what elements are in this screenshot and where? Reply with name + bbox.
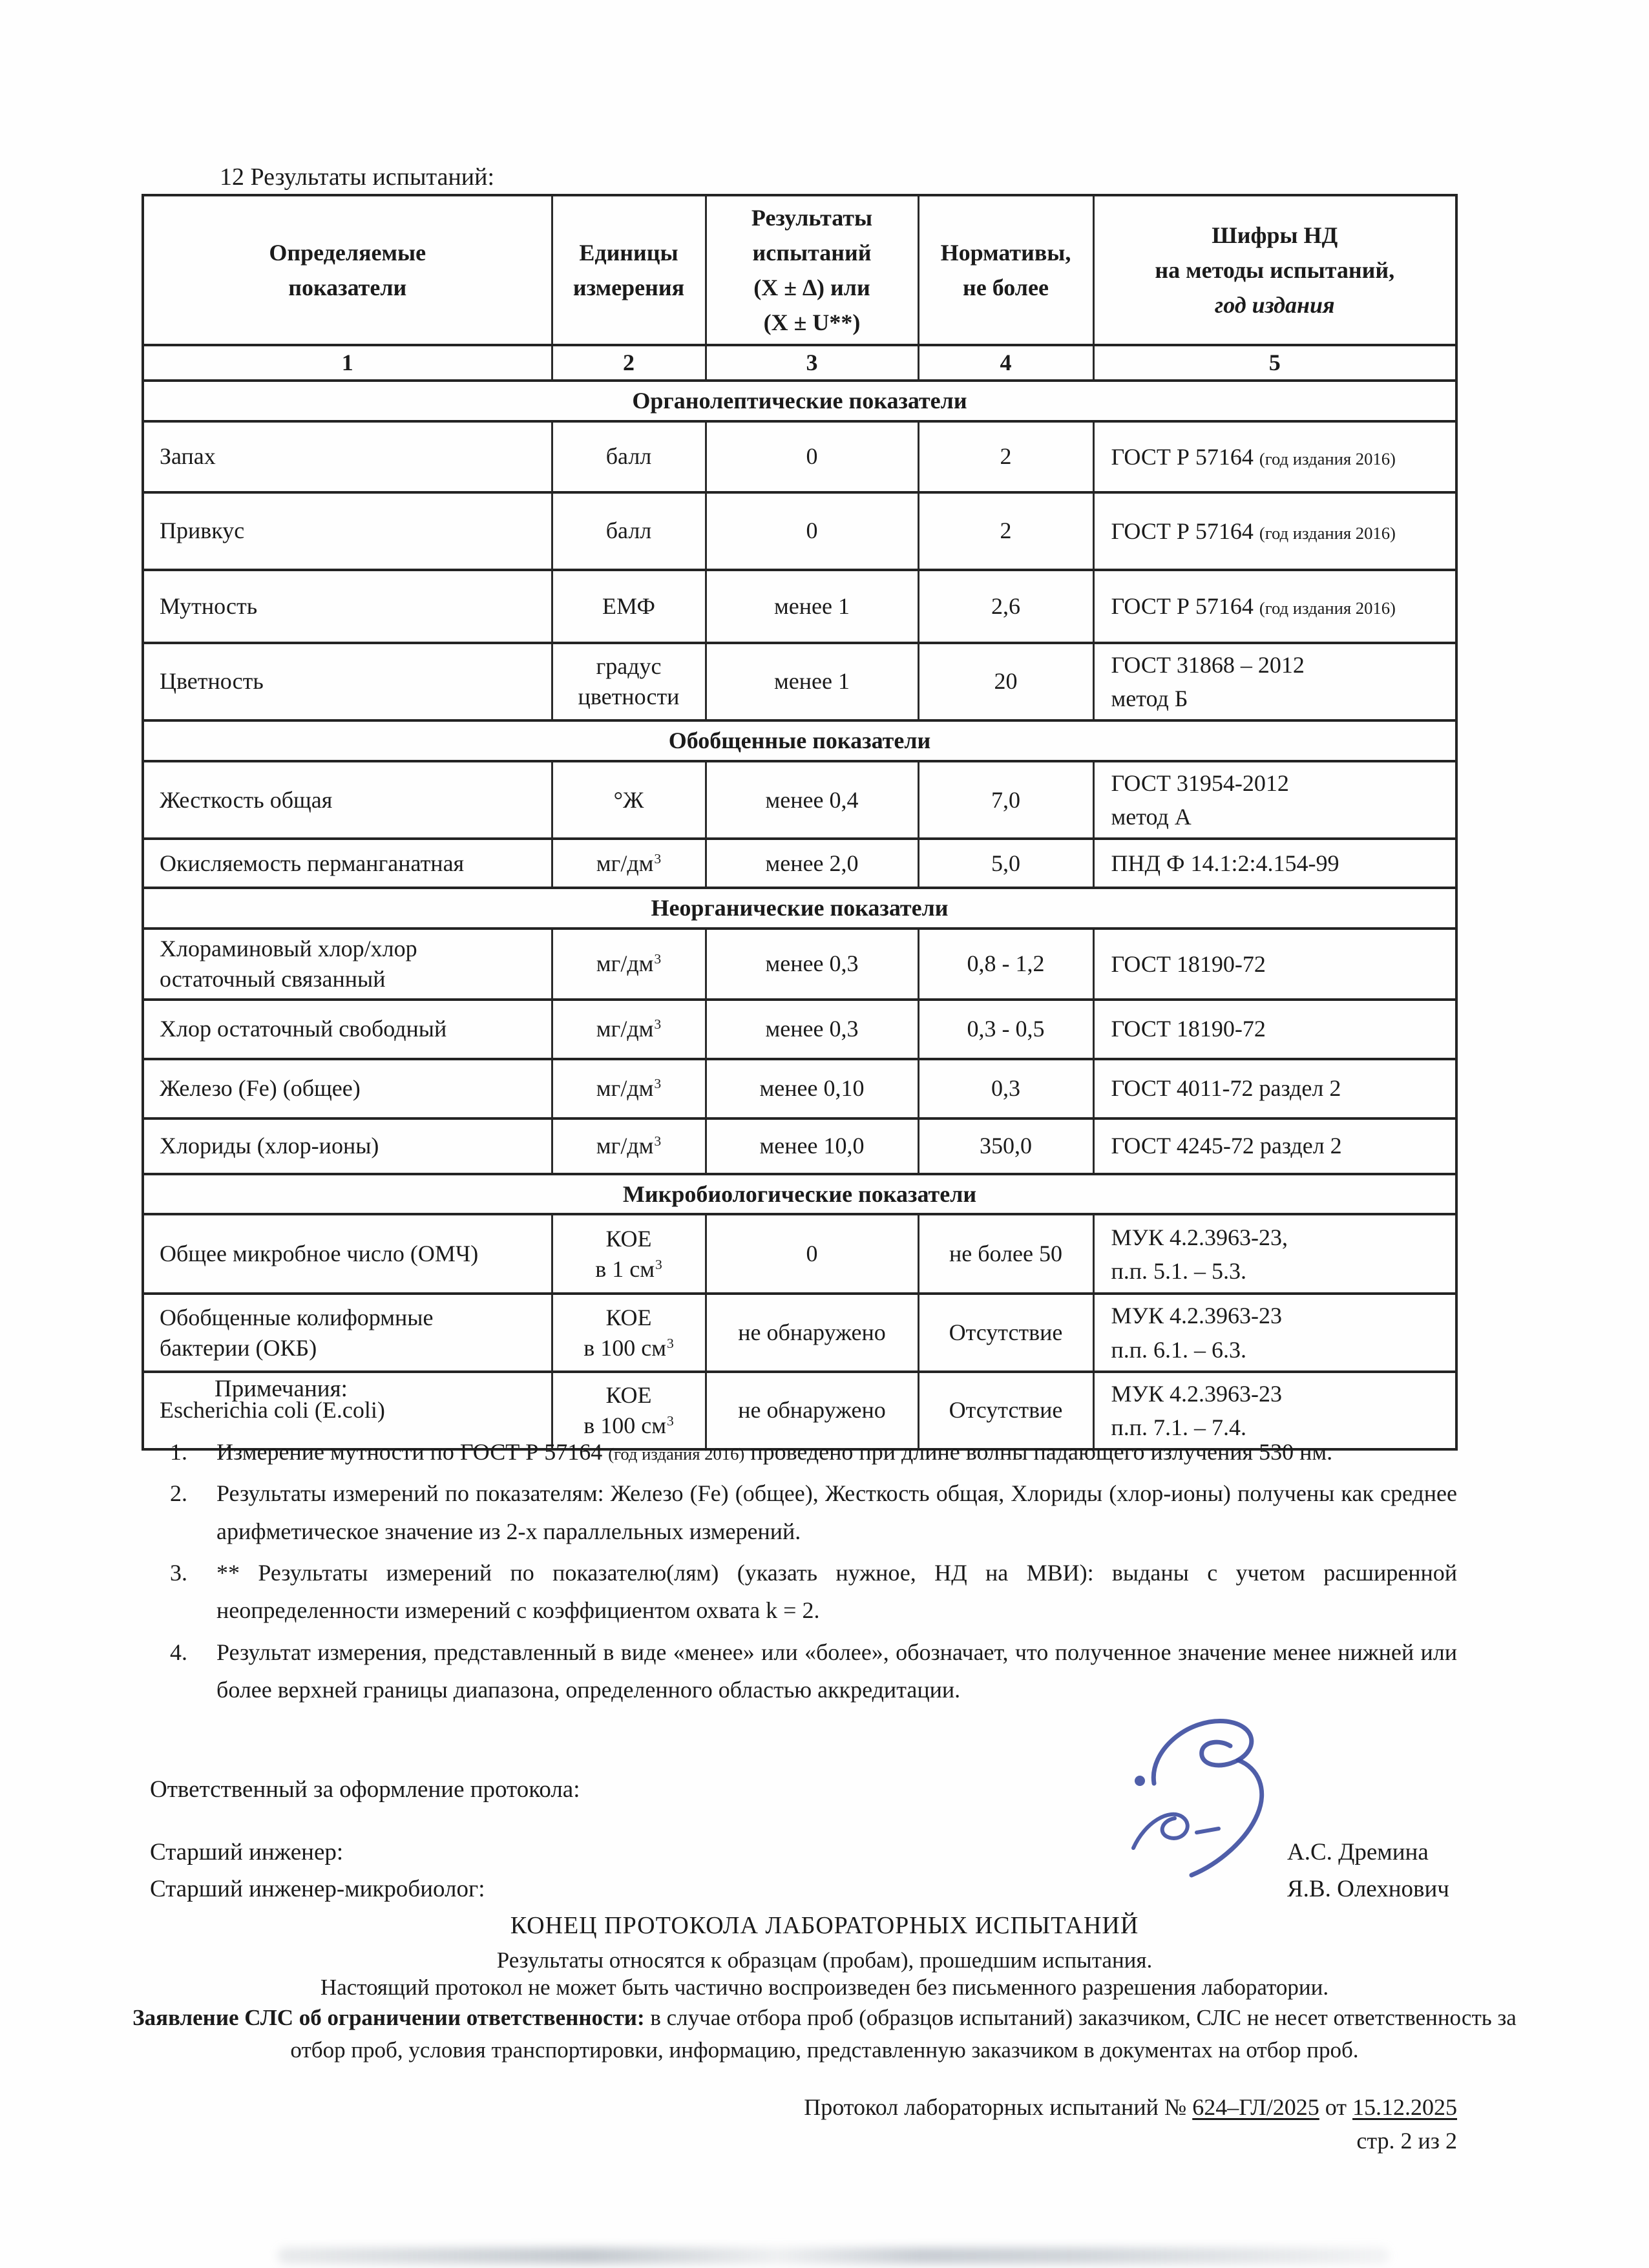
unit-cell: $мг/дм^3$	[552, 1118, 706, 1174]
column-number: 5	[1093, 345, 1456, 381]
table-row	[143, 1000, 1456, 1059]
unit-cell: ЕМФ	[552, 570, 706, 643]
parameter-cell: Мутность	[143, 570, 552, 643]
result-cell: 0	[706, 421, 918, 492]
parameter-cell: Запах	[143, 421, 552, 492]
norm-cell: Отсутствие	[918, 1372, 1093, 1449]
method-cell: ГОСТ Р 57164 (год издания 2016)	[1093, 492, 1456, 570]
signer-names	[1287, 1834, 1449, 1908]
norm-cell: 0,3 - 0,5	[918, 1000, 1093, 1059]
notes-list	[170, 1433, 1457, 1712]
unit-cell: $мг/дм^3$	[552, 929, 706, 1000]
handwritten-signature	[1129, 1706, 1285, 1893]
liability-disclaimer: Заявление СЛС об ограничении ответственности: в случае отбора проб (образцов испытаний) заказчиком, СЛС не несет ответственность за отбор проб, условия транспортировки, информацию, представленную заказчиком в документах на отбор проб.	[132, 2005, 1517, 2063]
norm-cell: 350,0	[918, 1118, 1093, 1174]
method-cell: ГОСТ 31868 – 2012 метод Б	[1093, 643, 1456, 720]
norm-cell: 2,6	[918, 570, 1093, 643]
table-section-row	[143, 1174, 1456, 1215]
result-cell: менее 2,0	[706, 839, 918, 888]
norm-cell: 0,3	[918, 1059, 1093, 1118]
table-body	[143, 381, 1456, 1449]
parameter-cell: Хлор остаточный свободный	[143, 1000, 552, 1059]
method-cell: ГОСТ 4011-72 раздел 2	[1093, 1059, 1456, 1118]
column-number-row	[143, 345, 1456, 381]
parameter-cell: Цветность	[143, 643, 552, 720]
section-title: Микробиологические показатели	[143, 1174, 1456, 1215]
footer-results-note: Результаты относятся к образцам (пробам), прошедшим испытания.	[496, 1948, 1153, 1973]
table-section-row	[143, 888, 1456, 929]
table-row	[143, 1059, 1456, 1118]
note-item	[170, 1554, 1457, 1630]
table-row	[143, 839, 1456, 888]
unit-cell: КОЕ в 100 $см^3$	[552, 1372, 706, 1449]
parameter-cell: Жесткость общая	[143, 761, 552, 839]
result-cell: не обнаружено	[706, 1372, 918, 1449]
note-number: 3.	[170, 1559, 187, 1586]
parameter-cell: Escherichia coli (E.coli)	[143, 1372, 552, 1449]
parameter-cell: Обобщенные колиформные бактерии (ОКБ)	[143, 1294, 552, 1371]
unit-cell: балл	[552, 421, 706, 492]
responsible-line: Ответственный за оформление протокола:	[150, 1776, 580, 1803]
result-cell: 0	[706, 492, 918, 570]
header-cell-results: Результаты испытаний (X ± ∆) или (X ± U**)	[706, 195, 918, 345]
unit-cell: КОЕ в 100 $см^3$	[552, 1294, 706, 1371]
scan-artifact-smudge	[278, 2247, 1389, 2264]
column-number: 2	[552, 345, 706, 381]
signer-role-engineer: Старший инженер:	[150, 1839, 344, 1865]
note-text: ** Результаты измерений по показателю(лям) (указать нужное, НД на МВИ): выданы с учетом расширенной неопределенности измерений с коэффициентом охвата k = 2.	[216, 1559, 1457, 1624]
note-text: Результаты измерений по показателям: Железо (Fe) (общее), Жесткость общая, Хлориды (хлор-ионы) получены как среднее арифметическое значение из 2-х параллельных измерений.	[216, 1480, 1457, 1544]
signer-role-microbiologist: Старший инженер-микробиолог:	[150, 1876, 485, 1903]
parameter-cell: Общее микробное число (ОМЧ)	[143, 1214, 552, 1294]
result-cell: менее 10,0	[706, 1118, 918, 1174]
result-cell: не обнаружено	[706, 1294, 918, 1371]
result-cell: менее 0,3	[706, 929, 918, 1000]
table-row	[143, 643, 1456, 720]
note-text: Результат измерения, представленный в виде «менее» или «более», обозначает, что полученное значение менее нижней или более верхней границы диапазона, определенного областью аккредитации.	[216, 1639, 1457, 1703]
header-cell-units: Единицы измерения	[552, 195, 706, 345]
table-row	[143, 1118, 1456, 1174]
table-row	[143, 761, 1456, 839]
protocol-number-line: Протокол лабораторных испытаний № 624–ГЛ/2025 от 15.12.2025	[804, 2094, 1457, 2120]
table-header	[143, 195, 1456, 381]
method-cell: ГОСТ 4245-72 раздел 2	[1093, 1118, 1456, 1174]
section-title: Обобщенные показатели	[143, 720, 1456, 761]
result-cell: менее 1	[706, 570, 918, 643]
table-section-row	[143, 381, 1456, 421]
column-number: 4	[918, 345, 1093, 381]
column-number: 3	[706, 345, 918, 381]
method-cell: ГОСТ 18190-72	[1093, 1000, 1456, 1059]
table-row	[143, 492, 1456, 570]
header-cell-norms: Нормативы, не более	[918, 195, 1093, 345]
unit-cell: градус цветности	[552, 643, 706, 720]
note-item	[170, 1475, 1457, 1550]
result-cell: менее 0,4	[706, 761, 918, 839]
signer-name-dremina: А.С. Дремина	[1287, 1839, 1429, 1865]
method-cell: ГОСТ 31954-2012 метод А	[1093, 761, 1456, 839]
norm-cell: Отсутствие	[918, 1294, 1093, 1371]
note-text: Измерение мутности по ГОСТ Р 57164 (год издания 2016) проведено при длине волны падающего излучения 530 нм.	[216, 1439, 1333, 1465]
parameter-cell: Хлориды (хлор-ионы)	[143, 1118, 552, 1174]
parameter-cell: Железо (Fe) (общее)	[143, 1059, 552, 1118]
result-cell: менее 0,10	[706, 1059, 918, 1118]
header-cell-method-codes: Шифры НД на методы испытаний, год издания	[1093, 195, 1456, 345]
norm-cell: 7,0	[918, 761, 1093, 839]
end-of-protocol-line: КОНЕЦ ПРОТОКОЛА ЛАБОРАТОРНЫХ ИСПЫТАНИЙ	[510, 1912, 1139, 1939]
method-cell: ГОСТ 18190-72	[1093, 929, 1456, 1000]
unit-cell: $мг/дм^3$	[552, 1000, 706, 1059]
norm-cell: 0,8 - 1,2	[918, 929, 1093, 1000]
section-title: Органолептические показатели	[143, 381, 1456, 421]
norm-cell: не более 50	[918, 1214, 1093, 1294]
method-cell: ГОСТ Р 57164 (год издания 2016)	[1093, 570, 1456, 643]
result-cell: менее 1	[706, 643, 918, 720]
unit-cell: $мг/дм^3$	[552, 1059, 706, 1118]
table-row	[143, 929, 1456, 1000]
norm-cell: 5,0	[918, 839, 1093, 888]
table-row	[143, 1294, 1456, 1371]
column-number: 1	[143, 345, 552, 381]
note-item	[170, 1433, 1457, 1471]
method-cell: МУК 4.2.3963-23 п.п. 7.1. – 7.4.	[1093, 1372, 1456, 1449]
note-item	[170, 1633, 1457, 1709]
table-header-row	[143, 195, 1456, 345]
method-cell: МУК 4.2.3963-23 п.п. 6.1. – 6.3.	[1093, 1294, 1456, 1371]
parameter-cell: Хлораминовый хлор/хлор остаточный связанный	[143, 929, 552, 1000]
table-row	[143, 1214, 1456, 1294]
parameter-cell: Привкус	[143, 492, 552, 570]
header-cell-parameters: Определяемые показатели	[143, 195, 552, 345]
section-title: Неорганические показатели	[143, 888, 1456, 929]
note-number: 1.	[170, 1439, 187, 1465]
results-table	[142, 194, 1458, 1451]
norm-cell: 20	[918, 643, 1093, 720]
table-row	[143, 421, 1456, 492]
note-number: 2.	[170, 1480, 187, 1507]
method-cell: ПНД Ф 14.1:2:4.154-99	[1093, 839, 1456, 888]
page-number: стр. 2 из 2	[1356, 2128, 1457, 2154]
parameter-cell: Окисляемость перманганатная	[143, 839, 552, 888]
footer-reproduction-note: Настоящий протокол не может быть частично воспроизведен без письменного разрешения лаборатории.	[320, 1975, 1329, 2000]
method-cell: МУК 4.2.3963-23, п.п. 5.1. – 5.3.	[1093, 1214, 1456, 1294]
table-section-row	[143, 720, 1456, 761]
method-cell: ГОСТ Р 57164 (год издания 2016)	[1093, 421, 1456, 492]
note-number: 4.	[170, 1639, 187, 1665]
notes-label: Примечания:	[215, 1376, 348, 1402]
results-section-title: 12 Результаты испытаний:	[220, 163, 495, 191]
signer-roles	[150, 1834, 485, 1908]
unit-cell: КОЕ в 1 $см^3$	[552, 1214, 706, 1294]
norm-cell: 2	[918, 421, 1093, 492]
signer-name-olekhnovich: Я.В. Олехнович	[1287, 1876, 1449, 1903]
unit-cell: балл	[552, 492, 706, 570]
table-row	[143, 570, 1456, 643]
norm-cell: 2	[918, 492, 1093, 570]
result-cell: 0	[706, 1214, 918, 1294]
result-cell: менее 0,3	[706, 1000, 918, 1059]
unit-cell: °Ж	[552, 761, 706, 839]
unit-cell: $мг/дм^3$	[552, 839, 706, 888]
